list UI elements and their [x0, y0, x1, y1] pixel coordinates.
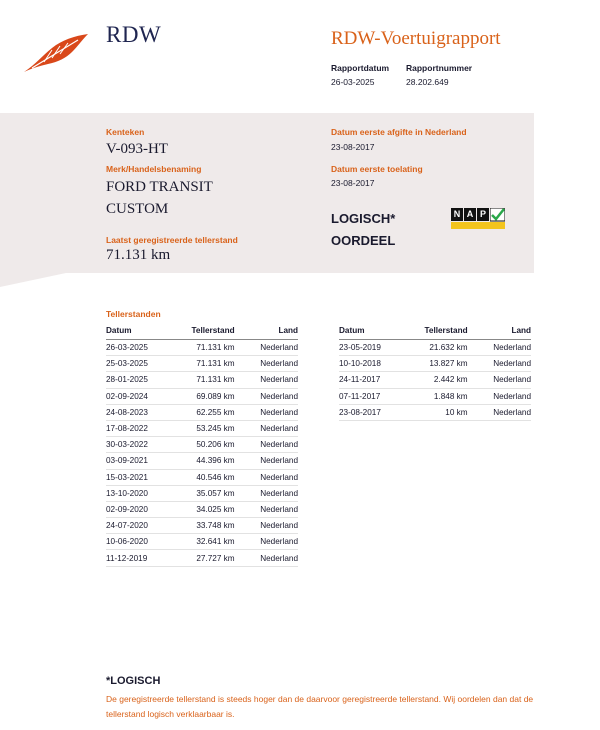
reading-country: Nederland — [235, 453, 298, 469]
reading-date: 15-03-2021 — [106, 469, 185, 485]
readings-table-right — [339, 324, 531, 421]
odometer-value: 71.131 km — [106, 247, 171, 263]
reading-date: 24-07-2020 — [106, 518, 185, 534]
reading-country: Nederland — [235, 388, 298, 404]
plate-value: V-093-HT — [106, 141, 168, 157]
report-date: 26-03-2025 — [331, 77, 375, 87]
reading-odometer: 71.131 km — [185, 356, 235, 372]
column-header-date: Datum — [339, 324, 418, 340]
reading-country: Nederland — [468, 356, 531, 372]
reading-odometer: 35.057 km — [185, 485, 235, 501]
column-header-date: Datum — [106, 324, 185, 340]
make-value-line1: FORD TRANSIT — [106, 179, 213, 195]
table-row — [106, 404, 298, 420]
table-header-row — [339, 324, 531, 340]
reading-country: Nederland — [235, 420, 298, 436]
reading-country: Nederland — [235, 534, 298, 550]
nap-letter: N — [451, 208, 463, 221]
reading-date: 11-12-2019 — [106, 550, 185, 566]
footnote-text: De geregistreerde tellerstand is steeds hoger dan de daarvoor geregistreerde tellerstand. Wij oordelen dan dat de tellerstand logisch verklaarbaar is. — [106, 694, 534, 719]
nap-letter: A — [464, 208, 476, 221]
reading-date: 07-11-2017 — [339, 388, 418, 404]
table-row — [106, 340, 298, 356]
reading-country: Nederland — [235, 518, 298, 534]
reading-date: 25-03-2025 — [106, 356, 185, 372]
report-title: RDW-Voertuigrapport — [331, 28, 501, 49]
reading-country: Nederland — [235, 485, 298, 501]
readings-title: Tellerstanden — [106, 309, 161, 319]
reading-odometer: 2.442 km — [418, 372, 468, 388]
column-header-country: Land — [468, 324, 531, 340]
odometer-label: Laatst geregistreerde tellerstand — [106, 235, 238, 245]
table-row — [106, 518, 298, 534]
table-row — [339, 388, 531, 404]
reading-odometer: 53.245 km — [185, 420, 235, 436]
reading-country: Nederland — [468, 340, 531, 356]
reading-date: 26-03-2025 — [106, 340, 185, 356]
reading-country: Nederland — [468, 388, 531, 404]
table-row — [106, 372, 298, 388]
reading-date: 23-08-2017 — [339, 404, 418, 420]
reading-date: 10-10-2018 — [339, 356, 418, 372]
nap-letter: P — [477, 208, 489, 221]
nap-bar — [451, 222, 505, 229]
reading-country: Nederland — [235, 404, 298, 420]
reading-country: Nederland — [468, 372, 531, 388]
table-row — [339, 356, 531, 372]
reading-date: 02-09-2020 — [106, 501, 185, 517]
table-row — [106, 485, 298, 501]
table-row — [339, 404, 531, 420]
panel-notch — [0, 273, 66, 287]
table-row — [106, 437, 298, 453]
verdict-sublabel: OORDEEL — [331, 233, 396, 248]
vehicle-info-panel — [0, 113, 534, 273]
reading-odometer: 33.748 km — [185, 518, 235, 534]
reading-odometer: 62.255 km — [185, 404, 235, 420]
first-nl-value: 23-08-2017 — [331, 142, 375, 152]
table-header-row — [106, 324, 298, 340]
reading-date: 30-03-2022 — [106, 437, 185, 453]
reading-odometer: 32.641 km — [185, 534, 235, 550]
check-icon — [490, 208, 505, 222]
table-row — [106, 453, 298, 469]
nap-logo — [451, 208, 505, 230]
reading-country: Nederland — [235, 372, 298, 388]
first-admission-value: 23-08-2017 — [331, 178, 375, 188]
reading-odometer: 27.727 km — [185, 550, 235, 566]
reading-odometer: 34.025 km — [185, 501, 235, 517]
table-row — [106, 550, 298, 566]
reading-date: 23-05-2019 — [339, 340, 418, 356]
report-number-label: Rapportnummer — [406, 63, 473, 73]
reading-odometer: 71.131 km — [185, 372, 235, 388]
report-number: 28.202.649 — [406, 77, 449, 87]
reading-date: 02-09-2024 — [106, 388, 185, 404]
reading-country: Nederland — [235, 356, 298, 372]
table-row — [106, 388, 298, 404]
make-label: Merk/Handelsbenaming — [106, 164, 202, 174]
table-row — [106, 356, 298, 372]
reading-country: Nederland — [235, 437, 298, 453]
reading-country: Nederland — [235, 469, 298, 485]
make-value-line2: CUSTOM — [106, 201, 169, 217]
reading-date: 24-11-2017 — [339, 372, 418, 388]
brand-name: RDW — [106, 22, 162, 47]
reading-country: Nederland — [468, 404, 531, 420]
reading-odometer: 50.206 km — [185, 437, 235, 453]
reading-odometer: 44.396 km — [185, 453, 235, 469]
column-header-odometer: Tellerstand — [185, 324, 235, 340]
reading-country: Nederland — [235, 501, 298, 517]
reading-date: 13-10-2020 — [106, 485, 185, 501]
table-row — [339, 340, 531, 356]
column-header-country: Land — [235, 324, 298, 340]
table-row — [106, 469, 298, 485]
rdw-feather-logo-icon — [22, 30, 92, 74]
reading-odometer: 40.546 km — [185, 469, 235, 485]
reading-odometer: 10 km — [418, 404, 468, 420]
first-admission-label: Datum eerste toelating — [331, 164, 423, 174]
reading-odometer: 13.827 km — [418, 356, 468, 372]
reading-date: 17-08-2022 — [106, 420, 185, 436]
report-date-label: Rapportdatum — [331, 63, 390, 73]
table-row — [106, 501, 298, 517]
table-row — [106, 534, 298, 550]
reading-country: Nederland — [235, 550, 298, 566]
reading-date: 24-08-2023 — [106, 404, 185, 420]
reading-odometer: 1.848 km — [418, 388, 468, 404]
table-row — [339, 372, 531, 388]
readings-table-left — [106, 324, 298, 567]
footnote-title: *LOGISCH — [106, 675, 161, 687]
table-row — [106, 420, 298, 436]
plate-label: Kenteken — [106, 127, 145, 137]
reading-country: Nederland — [235, 340, 298, 356]
column-header-odometer: Tellerstand — [418, 324, 468, 340]
first-nl-label: Datum eerste afgifte in Nederland — [331, 127, 467, 137]
reading-odometer: 69.089 km — [185, 388, 235, 404]
reading-odometer: 71.131 km — [185, 340, 235, 356]
reading-date: 28-01-2025 — [106, 372, 185, 388]
verdict-label: LOGISCH* — [331, 211, 396, 226]
reading-odometer: 21.632 km — [418, 340, 468, 356]
reading-date: 03-09-2021 — [106, 453, 185, 469]
reading-date: 10-06-2020 — [106, 534, 185, 550]
